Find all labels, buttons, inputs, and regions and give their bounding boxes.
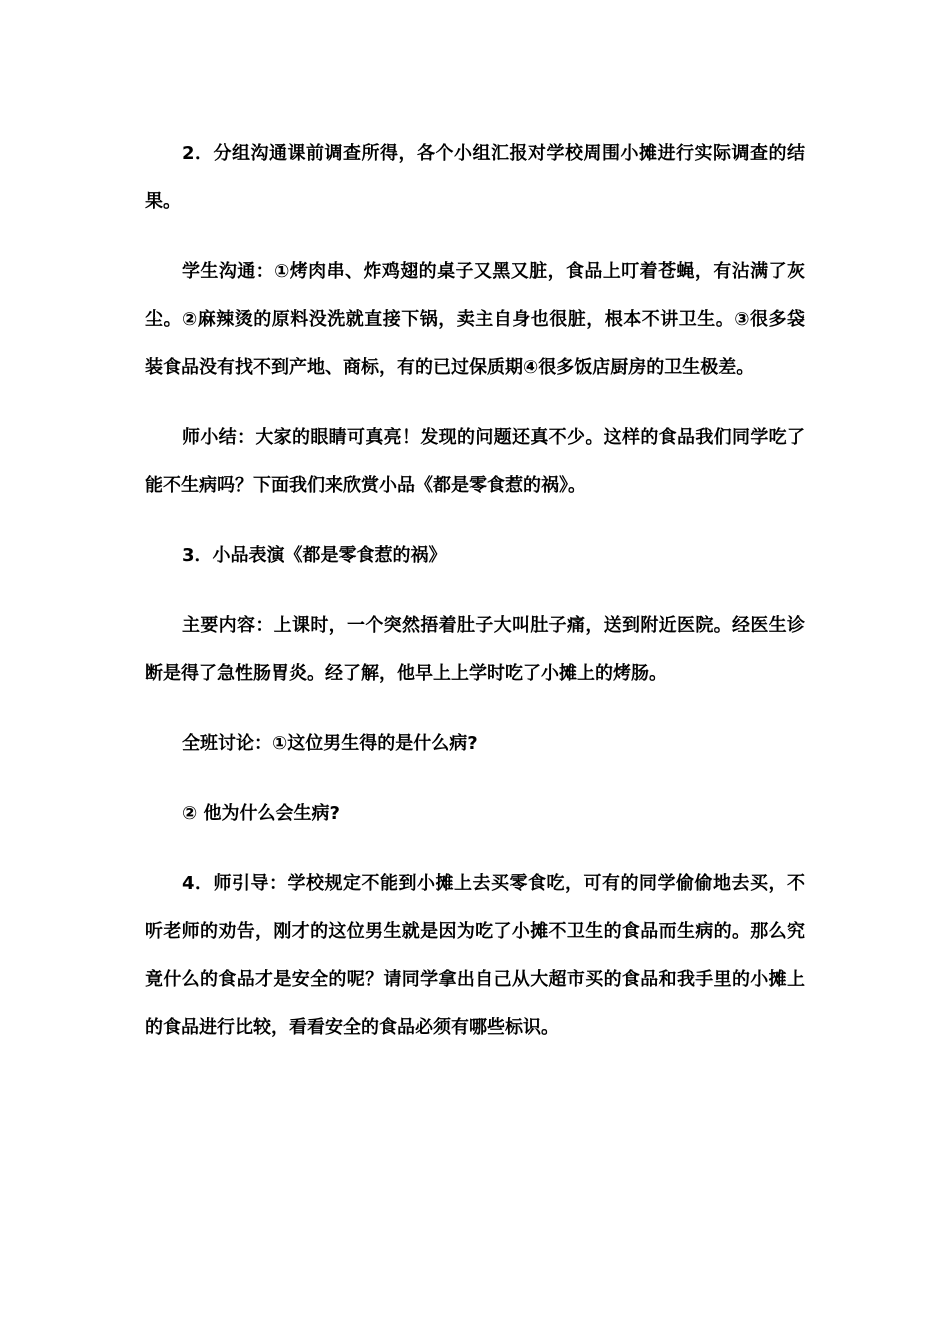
paragraph-survey-report: 2．分组沟通课前调查所得，各个小组汇报对学校周围小摊进行实际调查的结果。 <box>145 143 805 212</box>
paragraph-teacher-guidance: 4．师引导：学校规定不能到小摊上去买零食吃，可有的同学偷偷地去买，不听老师的劝告，刚才的这位男生就是因为吃了小摊不卫生的食品而生病的。那么究竟什么的食品才是安全的呢？请同学拿出自己从大超市买的食品和我手里的小摊上的食品进行比较，看看安全的食品必须有哪些标识。 <box>145 873 805 1038</box>
paragraph-discussion-q1: 全班讨论：①这位男生得的是什么病? <box>182 733 478 754</box>
paragraph-skit-title: 3．小品表演《都是零食惹的祸》 <box>182 545 447 566</box>
paragraph-teacher-summary: 师小结：大家的眼睛可真亮！发现的问题还真不少。这样的食品我们同学吃了能不生病吗？下面我们来欣赏小品《都是零食惹的祸》。 <box>145 427 805 496</box>
document-body <box>145 130 805 1074</box>
paragraph-skit-content: 主要内容：上课时，一个突然捂着肚子大叫肚子痛，送到附近医院。经医生诊断是得了急性肠胃炎。经了解，他早上上学时吃了小摊上的烤肠。 <box>145 615 805 684</box>
paragraph-discussion-q2: ② 他为什么会生病? <box>182 803 340 824</box>
paragraph-student-findings: 学生沟通：①烤肉串、炸鸡翅的桌子又黑又脏，食品上叮着苍蝇，有沾满了灰尘。②麻辣烫的原料没洗就直接下锅，卖主自身也很脏，根本不讲卫生。③很多袋装食品没有找不到产地、商标，有的已过保质期④很多饭店厨房的卫生极差。 <box>145 261 805 378</box>
